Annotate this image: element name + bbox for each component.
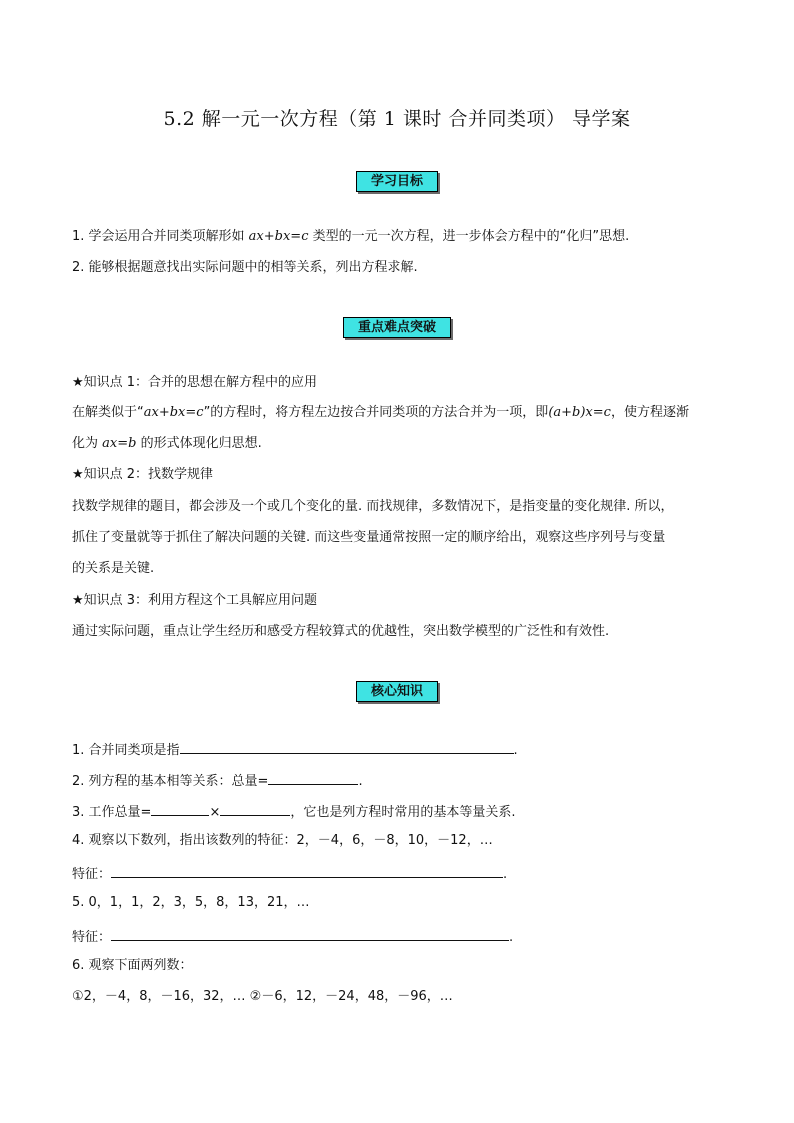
- core-q4-feature-end: .: [503, 867, 508, 882]
- core-q1-blank[interactable]: [180, 739, 514, 754]
- core-q5-feature: [72, 926, 732, 947]
- core-q1: [72, 739, 732, 760]
- point-2-line-1: 找数学规律的题目，都会涉及一个或几个变化的量. 而找规律，多数情况下，是指变量的变化规律. 所以，: [72, 499, 674, 514]
- core-q4: 4. 观察以下数列，指出该数列的特征：2，－4，6，－8，10，－12，…: [72, 833, 493, 848]
- point-1-text-e: 的形式体现化归思想.: [136, 436, 262, 451]
- core-q2-end: .: [358, 774, 363, 789]
- section-key: [0, 316, 794, 338]
- point-1-text-c: ，使方程逐渐: [610, 405, 689, 420]
- point-1-text-a: 在解类似于“: [72, 405, 144, 420]
- core-q3-end: ，它也是列方程时常用的基本等量关系.: [290, 805, 516, 820]
- core-q3: [72, 801, 732, 822]
- point-1-formula-2: (a+b)x=c: [548, 405, 611, 420]
- section-core: [0, 680, 794, 702]
- point-1-text-d: 化为: [72, 436, 103, 451]
- core-q3-blank-1[interactable]: [151, 801, 209, 816]
- section-title-core: 核心知识: [356, 681, 438, 702]
- point-1-line-1: [72, 404, 732, 422]
- point-3-line-1: 通过实际问题，重点让学生经历和感受方程较算式的优越性，突出数学模型的广泛性和有效性.: [72, 624, 610, 639]
- core-q3-text: 3. 工作总量=: [72, 805, 152, 820]
- page-title: 5.2 解一元一次方程（第 1 课时 合并同类项） 导学案: [163, 108, 631, 130]
- core-q6: 6. 观察下面两列数：: [72, 958, 193, 973]
- core-q4-feature-label: 特征：: [72, 867, 112, 882]
- core-q4-feature: [72, 863, 732, 884]
- point-1-text-b: ”的方程时，将方程左边按合并同类项的方法合并为一项，即: [203, 405, 549, 420]
- core-q5-feature-end: .: [509, 930, 514, 945]
- goal-2: 2. 能够根据题意找出实际问题中的相等关系，列出方程求解.: [72, 260, 418, 275]
- goal-1: [72, 228, 732, 246]
- section-title-goals: 学习目标: [356, 171, 438, 192]
- core-q2: [72, 770, 732, 791]
- goal-1-text-pre: 1. 学会运用合并同类项解形如: [72, 229, 249, 244]
- point-2-line-2: 抓住了变量就等于抓住了解决问题的关键. 而这些变量通常按照一定的顺序给出，观察这些序列号与变量: [72, 530, 666, 545]
- core-q5: 5. 0，1，1，2，3，5，8，13，21，…: [72, 895, 310, 910]
- core-q6-sequences: ①2，－4，8，－16，32，… ②－6，12，－24，48，－96，…: [72, 989, 453, 1004]
- core-q2-text: 2. 列方程的基本相等关系：总量=: [72, 774, 269, 789]
- core-q5-feature-blank[interactable]: [111, 926, 509, 941]
- core-q4-feature-blank[interactable]: [111, 863, 503, 878]
- section-title-key: 重点难点突破: [343, 317, 451, 338]
- section-goals: [0, 170, 794, 192]
- goal-1-text-post: 类型的一元一次方程，进一步体会方程中的“化归”思想.: [308, 229, 630, 244]
- point-2-line-3: 的关系是关键.: [72, 561, 155, 576]
- core-q3-times: ×: [209, 805, 221, 820]
- goal-1-formula: ax+bx=c: [248, 229, 309, 244]
- point-3-title: ★知识点 3：利用方程这个工具解应用问题: [72, 593, 318, 608]
- point-1-title: ★知识点 1：合并的思想在解方程中的应用: [72, 375, 318, 390]
- core-q3-blank-2[interactable]: [220, 801, 290, 816]
- core-q2-blank[interactable]: [268, 770, 358, 785]
- point-1-formula-3: ax=b: [102, 436, 137, 451]
- point-2-title: ★知识点 2：找数学规律: [72, 467, 214, 482]
- point-1-formula-1: ax+bx=c: [143, 405, 204, 420]
- point-1-line-2: [72, 435, 732, 453]
- core-q1-end: .: [513, 743, 518, 758]
- core-q5-feature-label: 特征：: [72, 930, 112, 945]
- core-q1-text: 1. 合并同类项是指: [72, 743, 180, 758]
